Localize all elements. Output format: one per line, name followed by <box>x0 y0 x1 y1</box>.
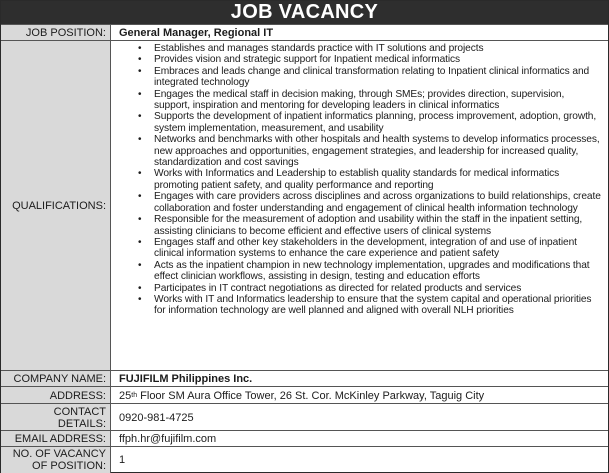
address-floor-number: 25 <box>119 389 132 402</box>
page-title: JOB VACANCY <box>1 1 608 24</box>
company-name-label: COMPANY NAME: <box>1 371 111 387</box>
qualification-item: • Supports the development of inpatient informatics planning, process improvement, adoption, growth, system implementation, measurement, and usability <box>154 111 602 134</box>
qualification-item: • Engages staff and other key stakeholders in the development, integration of and use of inpatient clinical information systems to enhance the care experience and patient safety <box>154 237 602 260</box>
address-value: 25 th Floor SM Aura Office Tower, 26 St. Cor. McKinley Parkway, Taguig City <box>119 389 485 402</box>
qualification-item: • Networks and benchmarks with other hospitals and health systems to develop informatics processes, new approaches and opportunities, engagement strategies, and leadership for increased quality, standardization and cost savings <box>154 134 602 168</box>
qualification-item: • Responsible for the measurement of adoption and usability within the staff in the inpatient setting, assisting clinicians to become efficient and effective users of clinical systems <box>154 214 602 237</box>
qualifications-list-container <box>112 41 608 371</box>
vacancies-value: 1 <box>119 454 126 466</box>
address-label: ADDRESS: <box>1 387 111 404</box>
qualification-item: • Works with Informatics and Leadership to establish quality standards for medical informatics promoting patient safety, and quality performance and reporting <box>154 168 602 191</box>
qualification-item: • Participates in IT contract negotiations as directed for related products and services <box>154 283 602 294</box>
email-value: ffph.hr@fujifilm.com <box>119 433 217 445</box>
company-name-row <box>1 370 608 387</box>
vacancies-label-line1: NO. OF VACANCY <box>12 448 106 460</box>
contact-label-line1: CONTACT <box>53 405 106 418</box>
qualifications-label: QUALIFICATIONS: <box>1 41 111 371</box>
qualification-item: • Embraces and leads change and clinical transformation relating to Inpatient clinical informatics and integrated technology <box>154 66 602 89</box>
qualifications-row <box>1 40 608 371</box>
address-row <box>1 386 608 404</box>
job-position-label: JOB POSITION: <box>1 25 111 41</box>
vacancies-label-line2: OF POSITION: <box>32 460 106 472</box>
email-row <box>1 430 608 447</box>
job-position-row <box>1 24 608 41</box>
qualification-item: • Acts as the inpatient champion in new technology implementation, upgrades and modifications that effect clinician workflows, assisting in design, testing and education efforts <box>154 260 602 283</box>
qualifications-list <box>112 43 602 317</box>
address-rest: Floor SM Aura Office Tower, 26 St. Cor. McKinley Parkway, Taguig City <box>137 389 485 402</box>
vacancies-label <box>1 447 111 473</box>
qualification-item: • Works with IT and Informatics leadership to ensure that the system capital and operational priorities for information technology are well planned and aligned with overall NLH priorities <box>154 294 602 317</box>
qualification-item: • Engages the medical staff in decision making, through SMEs; provides direction, supervision, support, inspiration and mentoring for developing leaders in clinical informatics <box>154 89 602 112</box>
qualification-item: • Engages with care providers across disciplines and across organizations to build relationships, create collaboration and foster understanding and engagement of clinical health information technology <box>154 191 602 214</box>
email-label: EMAIL ADDRESS: <box>1 431 111 447</box>
qualification-item: • Establishes and manages standards practice with IT solutions and projects <box>154 43 602 54</box>
contact-label-line2: DETAILS: <box>57 417 106 430</box>
qualification-item: • Provides vision and strategic support for Inpatient medical informatics <box>154 54 602 65</box>
contact-row <box>1 403 608 431</box>
contact-value: 0920-981-4725 <box>119 411 194 424</box>
company-name-value: FUJIFILM Philippines Inc. <box>119 373 253 385</box>
contact-label <box>1 404 111 431</box>
job-position-value: General Manager, Regional IT <box>119 27 274 39</box>
vacancies-row <box>1 446 608 473</box>
